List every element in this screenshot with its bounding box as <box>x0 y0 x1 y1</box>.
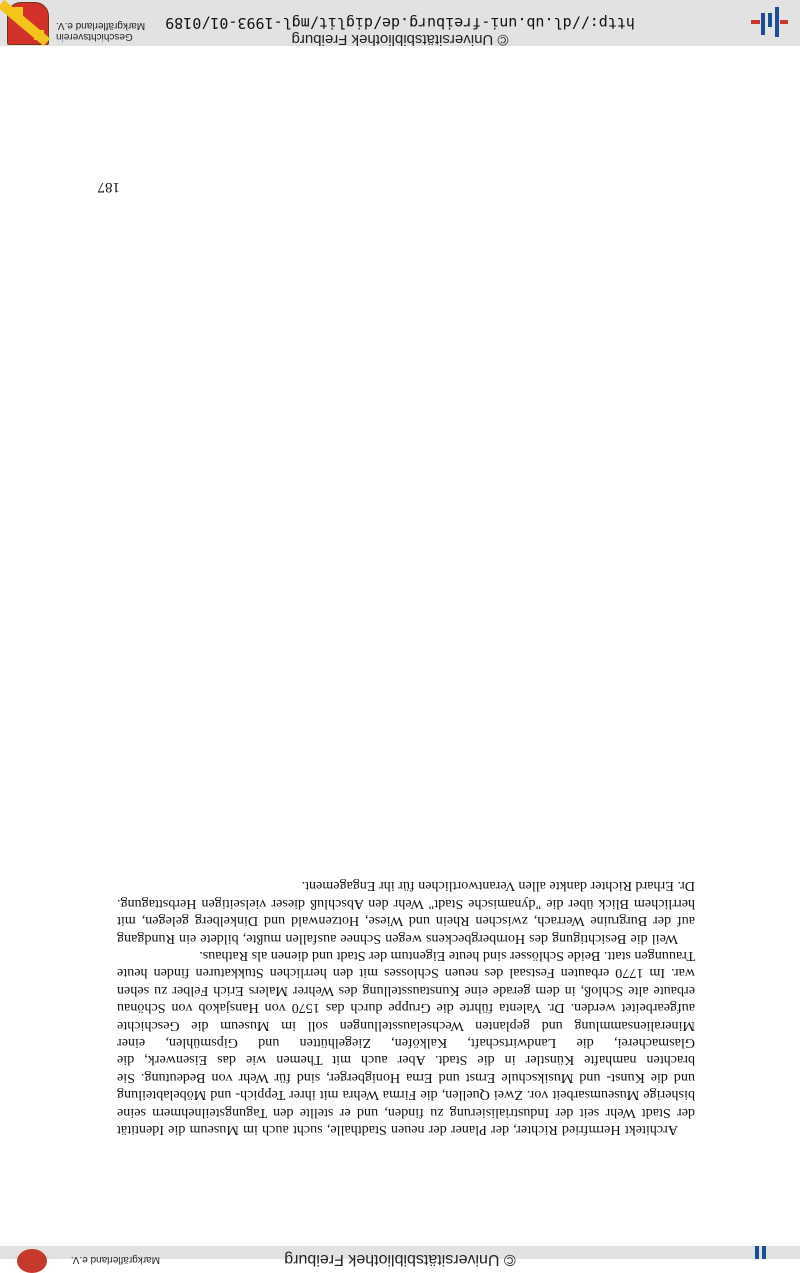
page-number: 187 <box>97 179 120 195</box>
permalink-url[interactable]: http://dl.ub.uni-freiburg.de/diglit/mgl-1993-01/0189 <box>165 14 635 32</box>
article-body <box>117 877 695 1138</box>
previous-page-copyright: © Universitätsbibliothek Freiburg <box>284 1251 516 1268</box>
society-crest-icon <box>7 2 49 45</box>
footer-bar <box>0 0 800 46</box>
previous-page-society: Markgräflerland e.V. <box>70 1254 160 1265</box>
crest-fragment-icon <box>17 1249 47 1273</box>
society-name <box>56 20 170 42</box>
paragraph-2: Weil die Besichtigung des Hornbergbeckens wegen Schnee ausfallen mußte, bildete ein Rundgang auf der Burgruine Werrach, zwischen Rhein und Wiese, Hotzenwald und Dinkelberg gelegen, mit herrlichem Blick über die "dynamische Stadt" Wehr den Abschluß dieser vielseitigen Herbsttagung. Dr. Erhard Richter dankte allen Verantwortlichen für ihr Engagement. <box>117 878 695 947</box>
society-line-2: Markgräflerland e.V. <box>56 20 146 31</box>
ub-freiburg-logo-icon <box>749 3 789 39</box>
paragraph-1: Architekt Hermfried Richter, der Planer der neuen Stadthalle, sucht auch im Museum die Identität der Stadt Wehr seit der Industrialisierung zu finden, und er stellte den Tagungsteilnehmern seine bisherige Museumsarbeit vor. Zwei Quellen, die Firma Wehra mit ihrer Teppich- und Möbelabteilung und die Kunst- und Musikschule Ernst und Erna Honigberger, sind für Wehr von Bedeutung. Sie brachten namhafte Künstler in die Stadt. Aber auch mit Themen wie das Eisenwerk, die Glasmacherei, die Landwirtschaft, Kalköfen, Ziegelhütten und Gipsmühlen, einer Mineraliensammlung und geplanten Wechselausstellungen soll im Museum die Geschichte aufgearbeitet werden. Dr. Valenta führte die Gruppe durch das 1570 von Hansjakob von Schönau erbaute alte Schloß, in dem gerade eine Kunstausstellung des Wehrer Malers Erich Felber zu sehen war. Im 1770 erbauten Festsaal des neuen Schlosses mit den herrlichen Stukkaturen finden heute Trauungen statt. Beide Schlösser sind heute Eigentum der Stadt und dienen als Rathaus. <box>117 947 695 1138</box>
previous-page-strip <box>0 1246 800 1268</box>
copyright-text: © Universitätsbibliothek Freiburg <box>291 31 509 48</box>
society-line-1: Geschichtsverein <box>56 31 133 42</box>
